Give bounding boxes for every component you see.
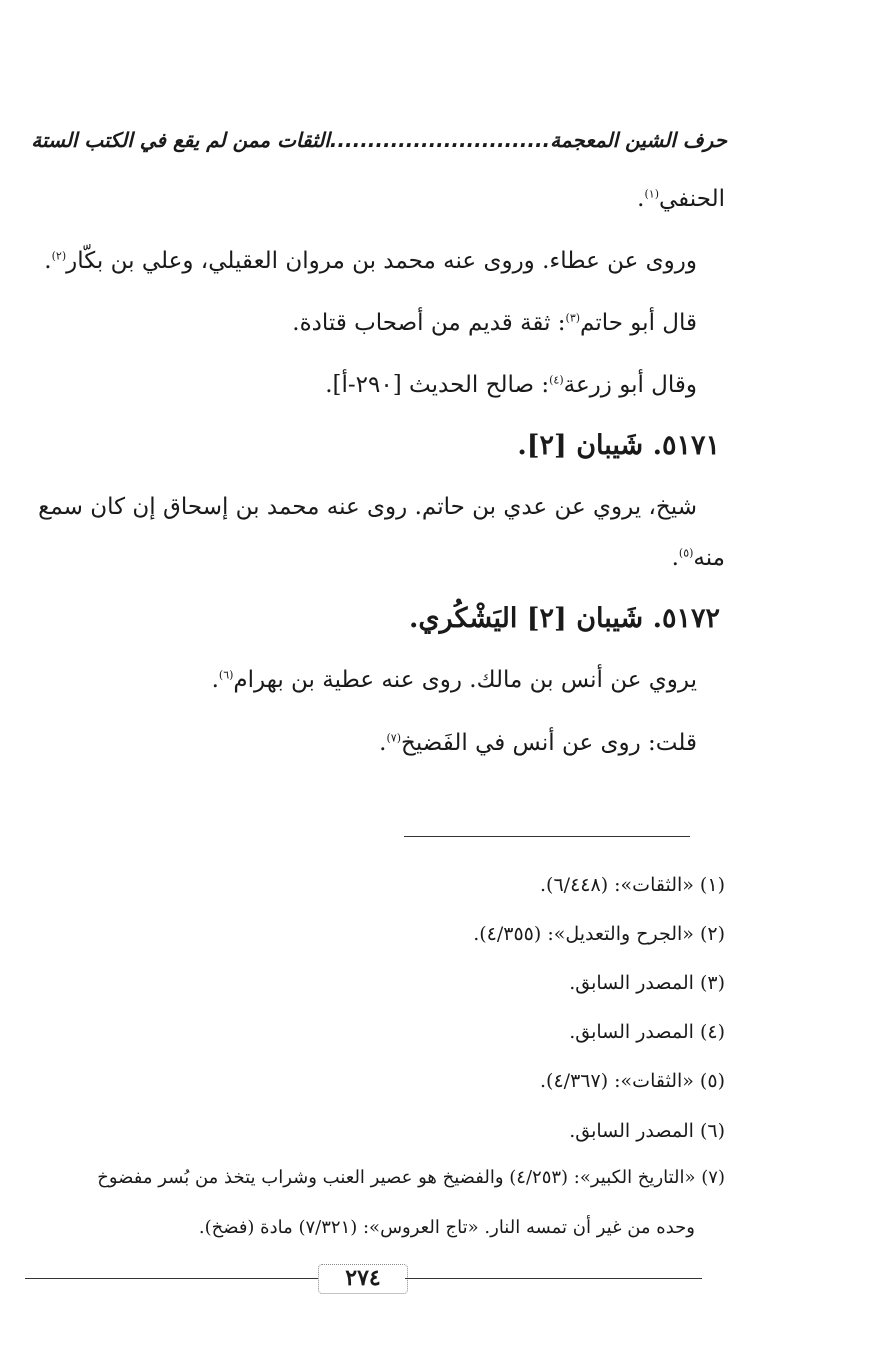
body-line-4 (325, 372, 697, 398)
body-text: . (44, 248, 52, 274)
entry-5171-line-2 (672, 545, 725, 571)
body-text: . (379, 730, 387, 756)
footnote-7: (٧) «التاريخ الكبير»: (٤/٢٥٣) والفضيخ هو عصير العنب وشراب يتخذ من بُسر مفضوخ (97, 1167, 725, 1188)
body-text: . (637, 186, 645, 212)
bottom-rule-left (25, 1278, 318, 1279)
entry-5172-line-2 (379, 730, 697, 756)
body-text: . (671, 545, 679, 571)
footnote-6: (٦) المصدر السابق. (569, 1120, 725, 1142)
entry-title-5171: ٥١٧١. شَيبان [٢]. (517, 430, 720, 461)
body-text: : صالح الحديث [٢٩٠-أ]. (325, 372, 550, 398)
footnote-ref: (١) (644, 187, 659, 201)
footnote-ref: (٥) (678, 546, 694, 560)
footnote-3: (٣) المصدر السابق. (569, 972, 725, 994)
footnote-1: (١) «الثقات»: (٦/٤٤٨). (540, 874, 725, 896)
footnote-ref: (٢) (51, 249, 67, 263)
entry-5172-line-1 (212, 667, 697, 693)
footnote-ref: (٤) (549, 373, 564, 387)
footnote-5: (٥) «الثقات»: (٤/٣٦٧). (540, 1070, 725, 1092)
body-text: الحنفي (659, 186, 725, 212)
entry-title-5172: ٥١٧٢. شَيبان [٢] اليَشْكُري. (409, 603, 720, 634)
footnote-ref: (٧) (386, 731, 401, 745)
footnote-2: (٢) «الجرح والتعديل»: (٤/٣٥٥). (473, 923, 725, 945)
body-line-2 (44, 248, 697, 274)
body-text: قلت: روى عن أنس في الفَضيخ (401, 730, 697, 756)
body-text: : ثقة قديم من أصحاب قتادة. (292, 310, 566, 336)
body-text: وقال أبو زرعة (563, 372, 697, 398)
body-line-1 (637, 186, 725, 212)
body-line-3 (292, 310, 697, 336)
footnote-7-continuation: وحده من غير أن تمسه النار. «تاج العروس»: (٧/٣٢١) مادة (فضخ). (198, 1217, 695, 1238)
footnote-separator (404, 836, 690, 837)
footnote-ref: (٣) (565, 311, 581, 325)
running-header: حرف الشين المعجمة.............................الثقات ممن لم يقع في الكتب الستة (31, 128, 727, 152)
body-text: منه (693, 545, 725, 571)
body-text: وروى عن عطاء. وروى عنه محمد بن مروان العقيلي، وعلي بن بكّار (66, 248, 697, 274)
bottom-rule-right (405, 1278, 702, 1279)
footnote-ref: (٦) (218, 668, 234, 682)
entry-5171-line-1: شيخ، يروي عن عدي بن حاتم. روى عنه محمد بن إسحاق إن كان سمع (38, 494, 697, 520)
footnote-4: (٤) المصدر السابق. (569, 1021, 725, 1043)
body-text: . (211, 667, 219, 693)
body-text: قال أبو حاتم (580, 310, 697, 336)
page-number: ٢٧٤ (318, 1264, 408, 1294)
body-text: يروي عن أنس بن مالك. روى عنه عطية بن بهرام (233, 667, 697, 693)
